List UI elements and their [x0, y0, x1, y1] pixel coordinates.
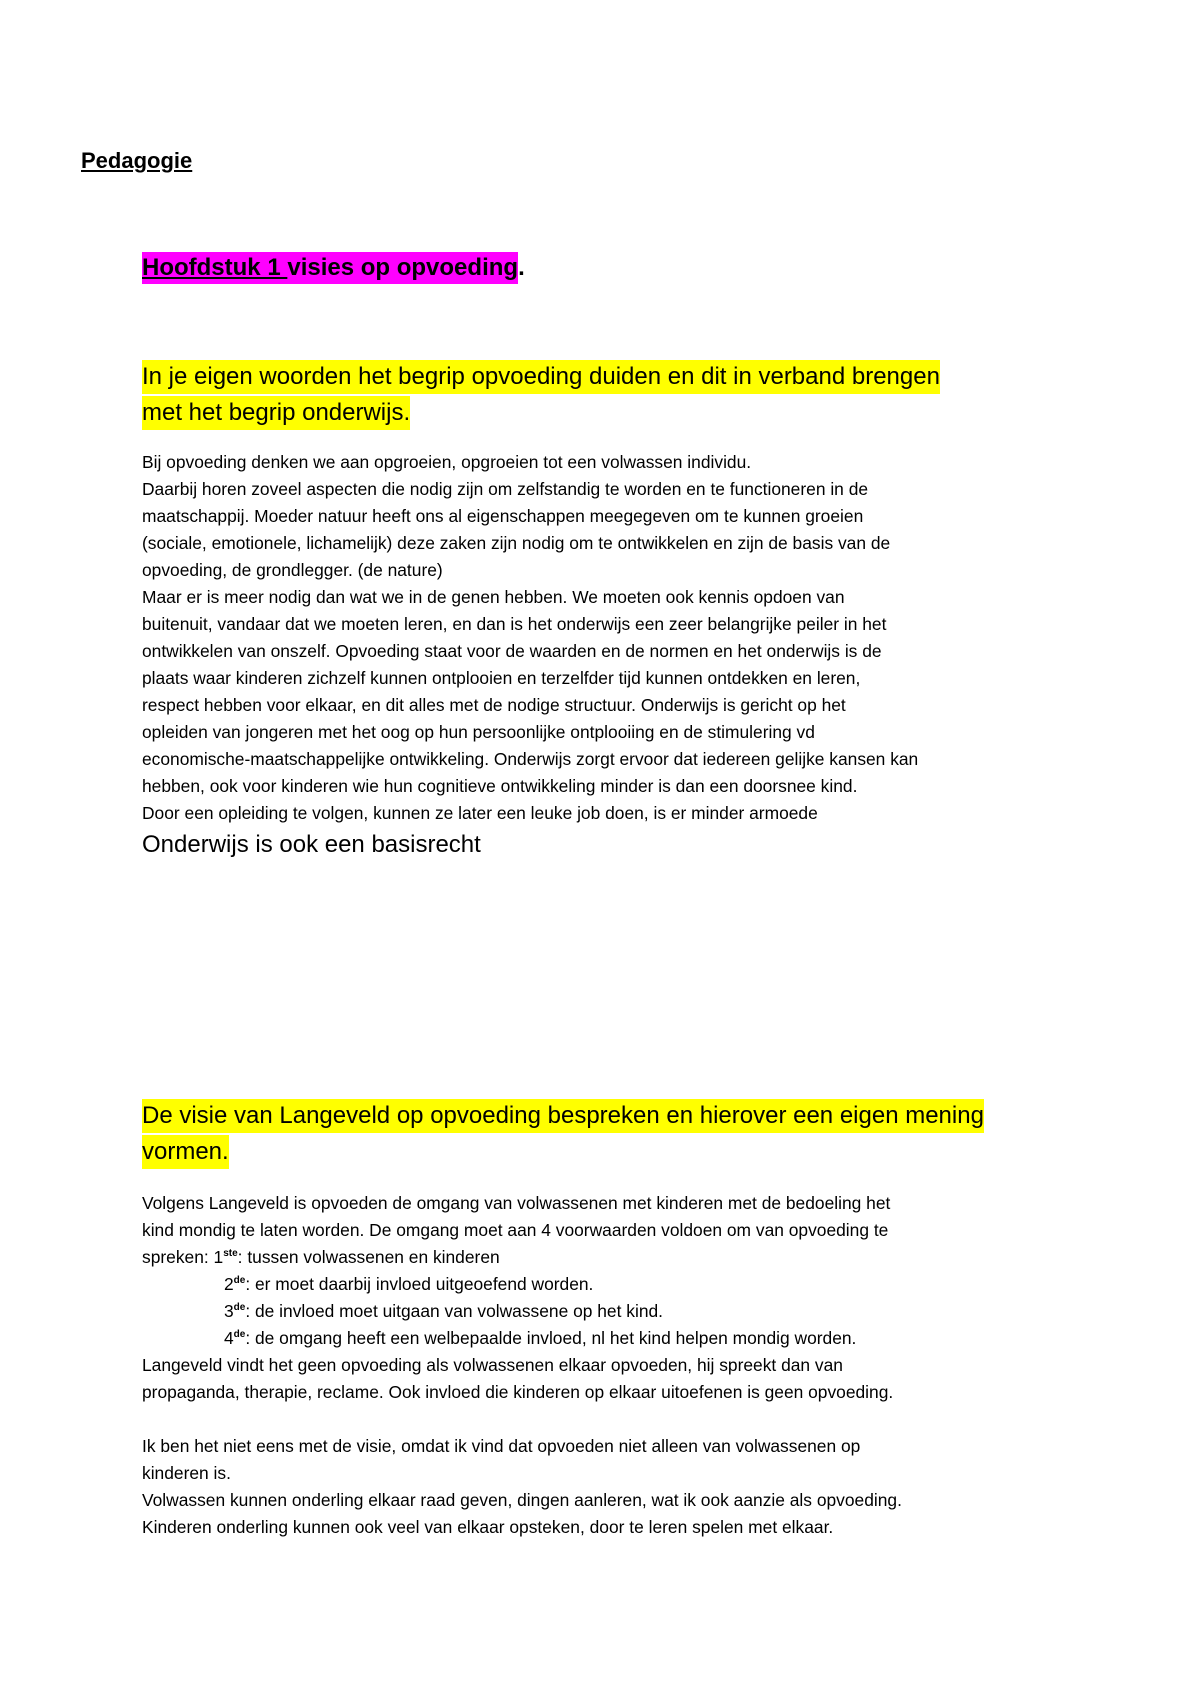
document-title: Pedagogie [81, 148, 193, 173]
section2-after-line-1: Langeveld vindt het geen opvoeding als volwassenen elkaar opvoeden, hij spreekt dan van [142, 1355, 843, 1375]
section1-line-10: respect hebben voor elkaar, en dit alles met de nodige structuur. Onderwijs is gericht op het [142, 695, 846, 715]
section1-line-14: Door een opleiding te volgen, kunnen ze later een leuke job doen, is er minder armoede [142, 803, 818, 823]
chapter-title: visies op opvoeding [287, 254, 519, 281]
section1-line-1: Bij opvoeding denken we aan opgroeien, opgroeien tot een volwassen individu. [142, 452, 752, 472]
condition-2: 2de: er moet daarbij invloed uitgeoefend worden. [224, 1274, 594, 1294]
section1-line-9: plaats waar kinderen zichzelf kunnen ontplooien en terzelfder tijd kunnen ontdekken en leren, [142, 668, 861, 688]
section1-line-12: economische-maatschappelijke ontwikkeling. Onderwijs zorgt ervoor dat iedereen gelijke kansen kan [142, 749, 919, 769]
condition-1: spreken: 1ste: tussen volwassenen en kinderen [142, 1247, 500, 1267]
section1-line-8: ontwikkelen van onszelf. Opvoeding staat voor de waarden en de normen en het onderwijs is de [142, 641, 882, 661]
section1-line-6: Maar er is meer nodig dan wat we in de genen hebben. We moeten ook kennis opdoen van [142, 587, 845, 607]
section2-heading-line1: De visie van Langeveld op opvoeding bespreken en hierover een eigen mening [142, 1099, 984, 1133]
condition-4: 4de: de omgang heeft een welbepaalde invloed, nl het kind helpen mondig worden. [224, 1328, 857, 1348]
section1-line-13: hebben, ook voor kinderen wie hun cognitieve ontwikkeling minder is dan een doorsnee kind. [142, 776, 858, 796]
section1-line-2: Daarbij horen zoveel aspecten die nodig zijn om zelfstandig te worden en te functioneren in de [142, 479, 869, 499]
section2-heading-line2: vormen. [142, 1135, 229, 1169]
opinion-line-4: Kinderen onderling kunnen ook veel van elkaar opsteken, door te leren spelen met elkaar. [142, 1517, 834, 1537]
section2-intro-line-1: Volgens Langeveld is opvoeden de omgang van volwassenen met kinderen met de bedoeling het [142, 1193, 891, 1213]
section1-closing: Onderwijs is ook een basisrecht [142, 831, 481, 858]
section1-line-5: opvoeding, de grondlegger. (de nature) [142, 560, 443, 580]
section1-line-11: opleiden van jongeren met het oog op hun persoonlijke ontplooiing en de stimulering vd [142, 722, 815, 742]
opinion-line-1: Ik ben het niet eens met de visie, omdat ik vind dat opvoeden niet alleen van volwassenen op [142, 1436, 861, 1456]
section1-line-3: maatschappij. Moeder natuur heeft ons al eigenschappen meegegeven om te kunnen groeien [142, 506, 864, 526]
section2-heading [142, 1098, 1062, 1170]
chapter-heading [142, 252, 525, 284]
section1-line-4: (sociale, emotionele, lichamelijk) deze zaken zijn nodig om te ontwikkelen en zijn de basis van de [142, 533, 891, 553]
chapter-trailing-dot: . [518, 254, 525, 281]
section1-line-7: buitenuit, vandaar dat we moeten leren, en dan is het onderwijs een zeer belangrijke peiler in het [142, 614, 887, 634]
section2-after-line-2: propaganda, therapie, reclame. Ook invloed die kinderen op elkaar uitoefenen is geen opvoeding. [142, 1382, 894, 1402]
section1-heading-line2: met het begrip onderwijs. [142, 396, 410, 430]
chapter-highlight [142, 252, 518, 284]
section2-intro-line-2: kind mondig te laten worden. De omgang moet aan 4 voorwaarden voldoen om van opvoeding te [142, 1220, 889, 1240]
section1-heading-line1: In je eigen woorden het begrip opvoeding duiden en dit in verband brengen [142, 360, 940, 394]
section1-heading [142, 359, 1062, 431]
opinion-line-2: kinderen is. [142, 1463, 231, 1483]
opinion-line-3: Volwassen kunnen onderling elkaar raad geven, dingen aanleren, wat ik ook aanzie als opvoeding. [142, 1490, 902, 1510]
chapter-label: Hoofdstuk 1 [142, 254, 288, 281]
condition-3: 3de: de invloed moet uitgaan van volwassene op het kind. [224, 1301, 663, 1321]
